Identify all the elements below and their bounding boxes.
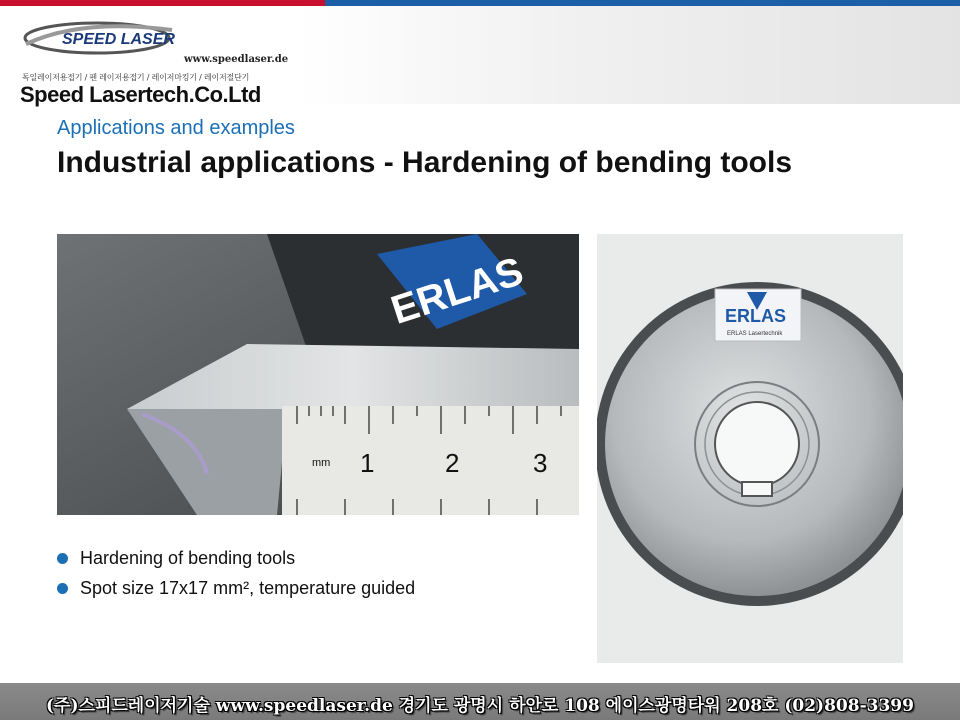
ruler-number-3: 3 bbox=[533, 448, 548, 478]
company-logo bbox=[0, 6, 298, 107]
ruler-number-1: 1 bbox=[360, 448, 375, 478]
hardened-disc-photo bbox=[597, 234, 903, 663]
bullet-dot-icon bbox=[57, 583, 68, 594]
erlas-logo-right-sub: ERLAS Lasertechnik bbox=[727, 331, 783, 337]
erlas-logo-right-text: ERLAS bbox=[725, 306, 787, 326]
slide-title: Industrial applications - Hardening of bending tools bbox=[57, 146, 793, 179]
footer-text: (주)스피드레이저기술 www.speedlaser.de 경기도 광명시 하안로 108 에이스광명타워 208호 (02)808-3399 bbox=[46, 696, 914, 716]
header-gradient bbox=[298, 6, 960, 104]
logo-url: www.speedlaser.de bbox=[184, 54, 289, 65]
footer-bar bbox=[0, 683, 960, 720]
bullet-item bbox=[57, 543, 415, 573]
logo-badge-text: SPEED LASER bbox=[62, 31, 175, 48]
bullet-list bbox=[57, 543, 415, 603]
logo-tagline: 독일레이저용접기 / 펜 레이저용접기 / 레이저마킹기 / 레이저절단기 bbox=[22, 73, 250, 82]
bullet-item bbox=[57, 573, 415, 603]
speed-laser-logo-icon bbox=[22, 16, 182, 58]
logo-company-name: Speed Lasertech.Co.Ltd bbox=[20, 82, 261, 107]
bending-tool-photo bbox=[57, 234, 579, 515]
bullet-text: Spot size 17x17 mm², temperature guided bbox=[80, 577, 416, 598]
slide-subtitle: Applications and examples bbox=[57, 117, 295, 139]
bullet-text: Hardening of bending tools bbox=[80, 547, 296, 568]
ruler-unit-label: mm bbox=[312, 457, 331, 469]
bullet-dot-icon bbox=[57, 553, 68, 564]
ruler-number-2: 2 bbox=[445, 448, 460, 478]
erlas-logo-left-text: ERLAS bbox=[385, 249, 529, 333]
